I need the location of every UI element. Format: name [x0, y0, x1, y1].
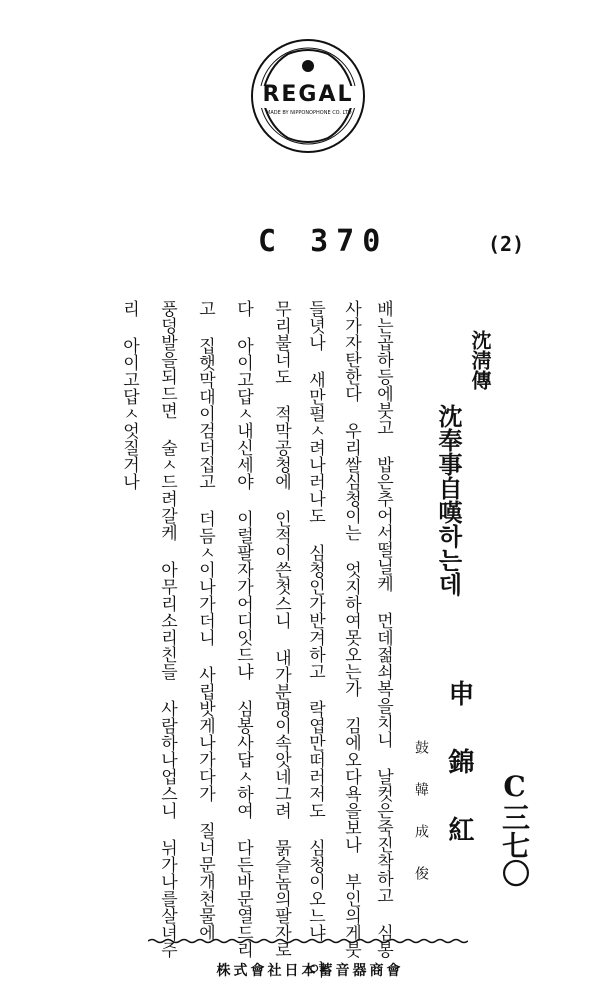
- lyric-line: 들녓나 새만펄ㅅ려나러나도 심청인가반겨하고 락엽만떠러저도 심청이오느냐 아: [305, 300, 325, 978]
- catalog-number: C 370: [258, 224, 389, 259]
- lyric-line: 리 아이고답ㅅ엇질거나: [119, 300, 139, 490]
- lyric-line: 사가자탄한다 우리쌀심청이는 엇지하여못오는가 김에오다욕을보나 부인의게붓: [341, 300, 361, 958]
- logo-tagline: MADE BY NIPPONOPHONE CO. LTD: [266, 110, 352, 116]
- lyric-line: 배는곱하등에붓고 밥은추어서떨닐케 먼데젊쇠복을치니 날컷은죽진착하고 심봉: [373, 300, 393, 958]
- company-name: 株式會社日本蓄音器商會: [216, 963, 404, 979]
- lyric-line: 풍덩발을되드면 술ㅅ드려갈케 아무리소리친들 사람하나업스니 뉘가나를살녀주: [157, 300, 177, 958]
- side-number: (2): [488, 232, 525, 256]
- lyric-line: 다 아이고답ㅅ내신세야 이럴팔자가어디잇드냐 심봉사답ㅅ하여 다든바문열드리: [233, 300, 253, 958]
- singer-name: 申 錦 紅: [444, 680, 474, 848]
- work-title: 沈奉事自嘆하는데: [434, 404, 463, 596]
- series-title: 沈淸傳: [468, 330, 492, 390]
- accompanist-name: 鼓 韓 成 俊: [413, 740, 429, 886]
- lyric-line: 무리불너도 적막공청에 인적이쓴첫스니 내가분명이속앗네그려 묽슬놈의팔자로: [271, 300, 291, 958]
- catalog-number-kanji: C三七〇: [498, 770, 531, 887]
- footer-rule: [148, 938, 468, 944]
- regal-logo: [248, 36, 368, 156]
- lyric-line: 고 집햇막대이검더집고 더듬ㅅ이나가더니 사립밧게나가다가 질너문개천물에: [195, 300, 215, 941]
- logo-brand: REGAL: [262, 82, 354, 107]
